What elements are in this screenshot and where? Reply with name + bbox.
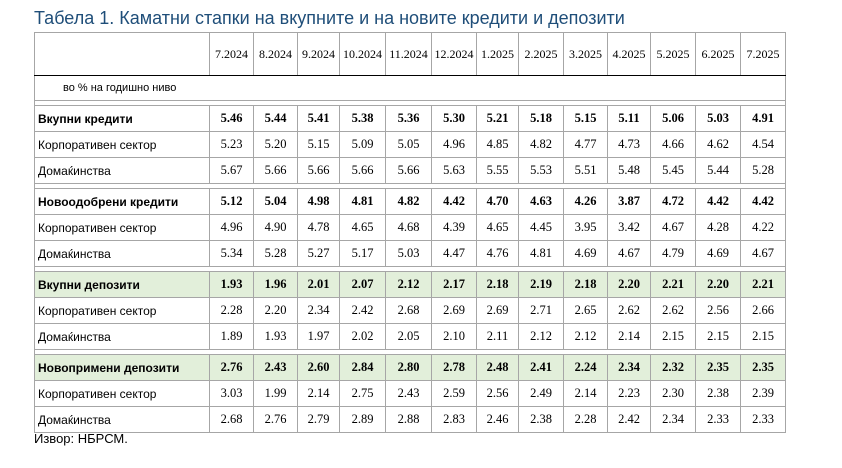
table-cell: 2.34 [651, 407, 696, 433]
table-cell: 2.28 [210, 298, 254, 324]
table-cell: 2.46 [477, 407, 519, 433]
table-cell: 2.33 [741, 407, 786, 433]
table-row [35, 132, 786, 158]
table-cell: 2.88 [386, 407, 432, 433]
table-cell: 2.20 [254, 298, 298, 324]
table-cell: 5.67 [210, 158, 254, 184]
table-cell: 2.69 [477, 298, 519, 324]
table-cell: 4.54 [741, 132, 786, 158]
table-cell: 4.82 [519, 132, 564, 158]
interest-rate-table [34, 32, 786, 433]
table-cell: 2.12 [386, 272, 432, 298]
table-cell: 5.66 [254, 158, 298, 184]
table-cell: 4.67 [741, 241, 786, 267]
table-cell: 5.15 [298, 132, 340, 158]
table-cell: 4.65 [340, 215, 386, 241]
table-cell: 3.03 [210, 381, 254, 407]
row-label: Вкупни депозити [35, 272, 210, 298]
table-cell: 4.42 [432, 189, 477, 215]
table-cell: 4.28 [696, 215, 741, 241]
table-cell: 5.03 [696, 106, 741, 132]
table-cell: 5.04 [254, 189, 298, 215]
table-cell: 2.68 [386, 298, 432, 324]
table-cell: 4.63 [519, 189, 564, 215]
table-cell: 4.22 [741, 215, 786, 241]
table-cell: 2.84 [340, 355, 386, 381]
table-cell: 4.85 [477, 132, 519, 158]
table-cell: 2.14 [564, 381, 608, 407]
table-cell: 5.44 [696, 158, 741, 184]
table-cell: 5.48 [608, 158, 651, 184]
table-cell: 5.53 [519, 158, 564, 184]
table-cell: 5.66 [298, 158, 340, 184]
column-header: 6.2025 [696, 33, 741, 76]
table-cell: 2.38 [519, 407, 564, 433]
table-cell: 2.28 [564, 407, 608, 433]
table-row [35, 381, 786, 407]
table-cell: 1.96 [254, 272, 298, 298]
table-cell: 2.05 [386, 324, 432, 350]
table-cell: 2.32 [651, 355, 696, 381]
table-cell: 2.12 [564, 324, 608, 350]
table-cell: 2.21 [651, 272, 696, 298]
table-cell: 5.45 [651, 158, 696, 184]
table-cell: 3.42 [608, 215, 651, 241]
table-row-total [35, 189, 786, 215]
table-cell: 2.35 [741, 355, 786, 381]
table-row [35, 158, 786, 184]
header-corner-cell [35, 33, 210, 76]
table-cell: 1.89 [210, 324, 254, 350]
table-cell: 3.95 [564, 215, 608, 241]
table-cell: 3.87 [608, 189, 651, 215]
table-cell: 2.34 [298, 298, 340, 324]
table-cell: 4.69 [696, 241, 741, 267]
table-cell: 2.34 [608, 355, 651, 381]
table-cell: 5.41 [298, 106, 340, 132]
table-cell: 4.42 [696, 189, 741, 215]
table-cell: 2.68 [210, 407, 254, 433]
table-cell: 2.11 [477, 324, 519, 350]
table-cell: 2.59 [432, 381, 477, 407]
table-cell: 2.17 [432, 272, 477, 298]
row-label: Домаќинства [35, 407, 210, 433]
table-cell: 5.55 [477, 158, 519, 184]
table-cell: 2.33 [696, 407, 741, 433]
table-cell: 5.03 [386, 241, 432, 267]
table-cell: 5.18 [519, 106, 564, 132]
header-row [35, 33, 786, 76]
table-cell: 5.38 [340, 106, 386, 132]
table-cell: 5.12 [210, 189, 254, 215]
table-cell: 2.71 [519, 298, 564, 324]
table-cell: 2.56 [696, 298, 741, 324]
table-cell: 2.15 [696, 324, 741, 350]
table-row [35, 241, 786, 267]
table-cell: 4.91 [741, 106, 786, 132]
table-cell: 2.39 [741, 381, 786, 407]
table-cell: 5.05 [386, 132, 432, 158]
table-cell: 5.66 [340, 158, 386, 184]
table-cell: 5.09 [340, 132, 386, 158]
table-cell: 1.99 [254, 381, 298, 407]
column-header: 11.2024 [386, 33, 432, 76]
table-cell: 2.14 [608, 324, 651, 350]
table-cell: 5.30 [432, 106, 477, 132]
table-cell: 4.96 [210, 215, 254, 241]
row-label: Домаќинства [35, 324, 210, 350]
table-cell: 2.15 [741, 324, 786, 350]
column-header: 4.2025 [608, 33, 651, 76]
table-cell: 2.89 [340, 407, 386, 433]
table-cell: 5.46 [210, 106, 254, 132]
table-row [35, 298, 786, 324]
table-cell: 5.17 [340, 241, 386, 267]
table-cell: 4.70 [477, 189, 519, 215]
table-row [35, 407, 786, 433]
table-cell: 1.93 [254, 324, 298, 350]
table-cell: 2.42 [608, 407, 651, 433]
table-cell: 4.96 [432, 132, 477, 158]
table-cell: 2.10 [432, 324, 477, 350]
table-cell: 4.76 [477, 241, 519, 267]
table-cell: 5.36 [386, 106, 432, 132]
table-cell: 2.02 [340, 324, 386, 350]
table-cell: 2.69 [432, 298, 477, 324]
table-cell: 4.42 [741, 189, 786, 215]
column-header: 7.2024 [210, 33, 254, 76]
table-title: Табела 1. Каматни стапки на вкупните и на новите кредити и депозити [34, 8, 625, 28]
table-cell: 1.97 [298, 324, 340, 350]
table-cell: 5.15 [564, 106, 608, 132]
table-cell: 2.18 [564, 272, 608, 298]
table-cell: 4.47 [432, 241, 477, 267]
table-cell: 4.79 [651, 241, 696, 267]
table-cell: 5.66 [386, 158, 432, 184]
table-row-total [35, 355, 786, 381]
column-header: 9.2024 [298, 33, 340, 76]
table-cell: 4.81 [519, 241, 564, 267]
table-cell: 2.56 [477, 381, 519, 407]
table-cell: 2.42 [340, 298, 386, 324]
row-label: Новопримени депозити [35, 355, 210, 381]
table-cell: 5.51 [564, 158, 608, 184]
table-cell: 4.45 [519, 215, 564, 241]
table-cell: 5.28 [741, 158, 786, 184]
table-cell: 4.78 [298, 215, 340, 241]
unit-label: во % на годишно ниво [35, 76, 786, 101]
table-cell: 2.30 [651, 381, 696, 407]
table-cell: 2.18 [477, 272, 519, 298]
table-cell: 2.80 [386, 355, 432, 381]
table-cell: 2.35 [696, 355, 741, 381]
table-cell: 2.83 [432, 407, 477, 433]
column-header: 2.2025 [519, 33, 564, 76]
row-label: Корпоративен сектор [35, 215, 210, 241]
column-header: 8.2024 [254, 33, 298, 76]
table-cell: 5.34 [210, 241, 254, 267]
table-cell: 2.21 [741, 272, 786, 298]
table-cell: 2.75 [340, 381, 386, 407]
table-cell: 4.81 [340, 189, 386, 215]
table-cell: 2.48 [477, 355, 519, 381]
table-cell: 4.68 [386, 215, 432, 241]
row-label: Вкупни кредити [35, 106, 210, 132]
table-cell: 4.73 [608, 132, 651, 158]
table-cell: 2.38 [696, 381, 741, 407]
row-label: Домаќинства [35, 158, 210, 184]
table-cell: 5.11 [608, 106, 651, 132]
column-header: 5.2025 [651, 33, 696, 76]
table-cell: 5.63 [432, 158, 477, 184]
table-cell: 5.20 [254, 132, 298, 158]
table-cell: 2.19 [519, 272, 564, 298]
row-label: Корпоративен сектор [35, 381, 210, 407]
row-label: Корпоративен сектор [35, 298, 210, 324]
source-note: Извор: НБРСМ. [34, 431, 128, 446]
column-header: 10.2024 [340, 33, 386, 76]
table-cell: 2.76 [254, 407, 298, 433]
table-cell: 5.27 [298, 241, 340, 267]
table-cell: 2.01 [298, 272, 340, 298]
column-header: 3.2025 [564, 33, 608, 76]
table-row [35, 215, 786, 241]
table-cell: 4.39 [432, 215, 477, 241]
table-cell: 2.41 [519, 355, 564, 381]
table-cell: 2.78 [432, 355, 477, 381]
table-cell: 2.12 [519, 324, 564, 350]
table-cell: 5.44 [254, 106, 298, 132]
table-cell: 4.66 [651, 132, 696, 158]
table-cell: 2.62 [608, 298, 651, 324]
column-header: 7.2025 [741, 33, 786, 76]
table-cell: 2.62 [651, 298, 696, 324]
table-cell: 1.93 [210, 272, 254, 298]
table-cell: 2.60 [298, 355, 340, 381]
table-cell: 2.43 [386, 381, 432, 407]
column-header: 12.2024 [432, 33, 477, 76]
table-cell: 2.14 [298, 381, 340, 407]
table-cell: 4.62 [696, 132, 741, 158]
table-cell: 2.20 [696, 272, 741, 298]
row-label: Домаќинства [35, 241, 210, 267]
table-cell: 2.66 [741, 298, 786, 324]
row-label: Корпоративен сектор [35, 132, 210, 158]
table-cell: 2.65 [564, 298, 608, 324]
table-cell: 4.77 [564, 132, 608, 158]
table-cell: 4.67 [608, 241, 651, 267]
table-cell: 5.23 [210, 132, 254, 158]
table-cell: 4.90 [254, 215, 298, 241]
table-cell: 5.28 [254, 241, 298, 267]
table-cell: 4.98 [298, 189, 340, 215]
unit-row [35, 76, 786, 101]
table-cell: 2.49 [519, 381, 564, 407]
table-cell: 4.72 [651, 189, 696, 215]
table-cell: 4.82 [386, 189, 432, 215]
column-header: 1.2025 [477, 33, 519, 76]
table-cell: 2.79 [298, 407, 340, 433]
table-cell: 4.26 [564, 189, 608, 215]
table-cell: 4.67 [651, 215, 696, 241]
table-cell: 2.43 [254, 355, 298, 381]
table-cell: 4.69 [564, 241, 608, 267]
table-cell: 2.76 [210, 355, 254, 381]
table-cell: 4.65 [477, 215, 519, 241]
table-cell: 2.20 [608, 272, 651, 298]
table-row [35, 324, 786, 350]
table-row-total [35, 272, 786, 298]
table-cell: 5.06 [651, 106, 696, 132]
table-cell: 2.07 [340, 272, 386, 298]
table-row-total [35, 106, 786, 132]
table-cell: 5.21 [477, 106, 519, 132]
table-cell: 2.23 [608, 381, 651, 407]
table-cell: 2.24 [564, 355, 608, 381]
row-label: Новоодобрени кредити [35, 189, 210, 215]
table-cell: 2.15 [651, 324, 696, 350]
